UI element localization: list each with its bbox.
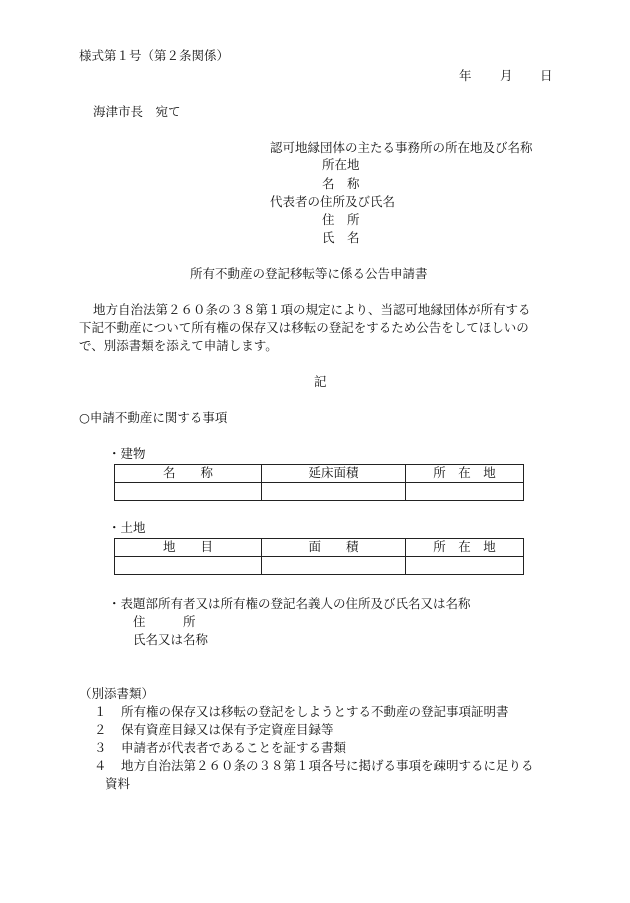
date-month: 月 [500,68,513,83]
section-heading: ○申請不動産に関する事項 [79,410,228,425]
land-cell-area[interactable] [262,557,406,575]
building-cell-location[interactable] [406,483,524,501]
table-row [115,557,524,575]
table-row [115,483,524,501]
land-header-area: 面 積 [262,539,406,557]
office-location-label: 所在地 [322,157,360,172]
attachment-text: 所有権の保存又は移転の登記をしようとする不動産の登記事項証明書 [121,704,509,719]
attachment-num: １ [94,704,107,719]
building-table [114,464,524,501]
date-day: 日 [540,68,553,83]
attachment-text: 地方自治法第２６０条の３８第１項各号に掲げる事項を疎明するに足りる [121,758,534,773]
attachment-num: ４ [94,758,107,773]
attachment-num: ３ [94,740,107,755]
rep-heading: 代表者の住所及び氏名 [270,194,396,209]
attachment-text: 保有資産目録又は保有予定資産目録等 [121,722,334,737]
ki-heading: 記 [314,374,327,389]
addressee: 海津市長 宛て [93,104,181,119]
land-cell-category[interactable] [115,557,262,575]
attachment-text-continued: 資料 [105,776,131,791]
form-number: 様式第１号（第２条関係） [79,48,230,63]
body-line-1: 地方自治法第２６０条の３８第１項の規定により、当認可地縁団体が所有する [93,302,531,317]
office-name-label: 名 称 [322,176,360,191]
office-heading: 認可地縁団体の主たる事務所の所在地及び名称 [270,140,533,155]
building-cell-name[interactable] [115,483,262,501]
land-table [114,538,524,575]
attachment-num: ２ [94,722,107,737]
building-header-floor-area: 延床面積 [262,465,406,483]
table-row [115,465,524,483]
building-cell-floor-area[interactable] [262,483,406,501]
building-label: ・建物 [108,446,146,461]
date-year: 年 [459,68,472,83]
document-title: 所有不動産の登記移転等に係る公告申請書 [190,266,428,281]
owner-name-label: 氏名又は名称 [133,632,209,647]
body-line-3: で、別添書類を添えて申請します。 [79,338,278,353]
attachments-heading: （別添書類） [79,686,155,701]
land-label: ・土地 [108,520,146,535]
land-header-category: 地 目 [115,539,262,557]
land-cell-location[interactable] [406,557,524,575]
owner-label: ・表題部所有者又は所有権の登記名義人の住所及び氏名又は名称 [108,596,471,611]
attachment-text: 申請者が代表者であることを証する書類 [121,740,347,755]
owner-address-label: 住 所 [133,614,196,629]
rep-address-label: 住 所 [322,212,360,227]
land-header-location: 所 在 地 [406,539,524,557]
table-row [115,539,524,557]
rep-name-label: 氏 名 [322,230,360,245]
building-header-location: 所 在 地 [406,465,524,483]
body-line-2: 下記不動産について所有権の保存又は移転の登記をするため公告をしてほしいの [79,320,529,335]
building-header-name: 名 称 [115,465,262,483]
